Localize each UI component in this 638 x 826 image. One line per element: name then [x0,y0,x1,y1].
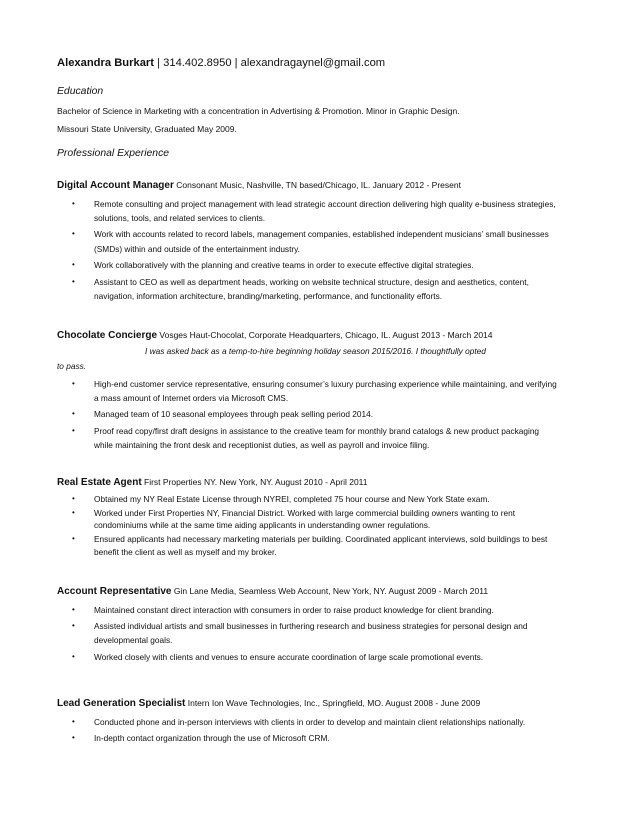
job-title: Account Representative [57,586,172,597]
job-bullets [57,603,557,665]
contact-info: | 314.402.8950 | alexandragaynel@gmail.com [154,57,386,69]
job-note-continued: to pass. [57,361,87,371]
job-account-representative [57,583,557,664]
job-title-line [57,474,557,491]
job-bullets [57,197,557,304]
job-real-estate-agent [57,474,557,558]
job-title-line [57,695,557,712]
job-title: Lead Generation Specialist [57,698,186,709]
job-title-line [57,327,557,344]
list-item: • Assistant to CEO as well as department heads, working on website technical structure, design and aesthetics, content, navigation, information architecture, branding/marketing, performance, and functionality efforts. [57,275,557,303]
list-item: • Managed team of 10 seasonal employees through peak selling period 2014. [57,407,557,421]
job-title-line [57,177,557,194]
list-item: • Conducted phone and in-person interviews with clients in order to develop and maintain client relationships nationally. [57,715,557,729]
list-item: • Worked closely with clients and venues to ensure accurate coordination of large scale promotional events. [57,650,557,664]
job-bullets [57,493,557,559]
list-item: • Obtained my NY Real Estate License through NYREI, completed 75 hour course and New York State exam. [57,493,557,506]
job-title: Real Estate Agent [57,477,142,488]
job-details: Consonant Music, Nashville, TN based/Chicago, IL. January 2012 - Present [173,180,461,190]
job-digital-account-manager [57,177,557,303]
candidate-name: Alexandra Burkart [57,57,154,69]
job-lead-generation-specialist [57,695,557,745]
degree-line: Bachelor of Science in Marketing with a concentration in Advertising & Promotion. Minor in Graphic Design. [57,106,460,116]
list-item: • Work with accounts related to record labels, management companies, established independent musicians’ small businesses (SMDs) within and outside of the entertainment industry. [57,227,557,255]
job-title: Digital Account Manager [57,180,174,191]
resume-header [57,57,385,69]
list-item: • In-depth contact organization through the use of Microsoft CRM. [57,731,557,745]
job-details: Vosges Haut-Chocolat, Corporate Headquarters, Chicago, IL. August 2013 - March 2014 [157,330,493,340]
list-item: • Work collaboratively with the planning and creative teams in order to execute effective digital strategies. [57,258,557,272]
job-details: First Properties NY. New York, NY. August 2010 - April 2011 [141,477,368,487]
list-item: • Remote consulting and project management with lead strategic account direction delivering high quality e-business strategies, solutions, tools, and related services to clients. [57,197,557,225]
job-title-line [57,583,557,600]
list-item: • High-end customer service representative, ensuring consumer’s luxury purchasing experience while maintaining, and verifying a mass amount of Internet orders via Microsoft CMS. [57,377,557,405]
education-heading: Education [57,86,104,97]
job-details: Gin Lane Media, Seamless Web Account, New York, NY. August 2009 - March 2011 [171,586,489,596]
job-title: Chocolate Concierge [57,330,158,341]
university-line: Missouri State University, Graduated May 2009. [57,124,237,134]
list-item: • Assisted individual artists and small businesses in furthering research and business strategies for personal design and developmental goals. [57,619,557,647]
job-note: I was asked back as a temp-to-hire beginning holiday season 2015/2016. I thoughtfully opted [145,346,486,356]
list-item: • Proof read copy/first draft designs in assistance to the creative team for monthly brand catalogs & new product packaging while maintaining the front desk and receptionist duties, as well as payroll and invoice filing. [57,424,557,452]
job-bullets [57,377,557,453]
job-bullets [57,715,557,746]
list-item: • Ensured applicants had necessary marketing materials per building. Coordinated applicant interviews, sold buildings to best benefit the client as well as myself and my broker. [57,533,557,558]
job-chocolate-concierge [57,327,557,453]
list-item: • Worked under First Properties NY, Financial District. Worked with large commercial building owners wanting to rent condominiums while at the same time aiding applicants in understanding owner regulations. [57,507,557,532]
education-details [57,102,460,138]
list-item: • Maintained constant direct interaction with consumers in order to raise product knowledge for client branding. [57,603,557,617]
experience-heading: Professional Experience [57,148,170,159]
job-details: Intern Ion Wave Technologies, Inc., Springfield, MO. August 2008 - June 2009 [185,698,481,708]
